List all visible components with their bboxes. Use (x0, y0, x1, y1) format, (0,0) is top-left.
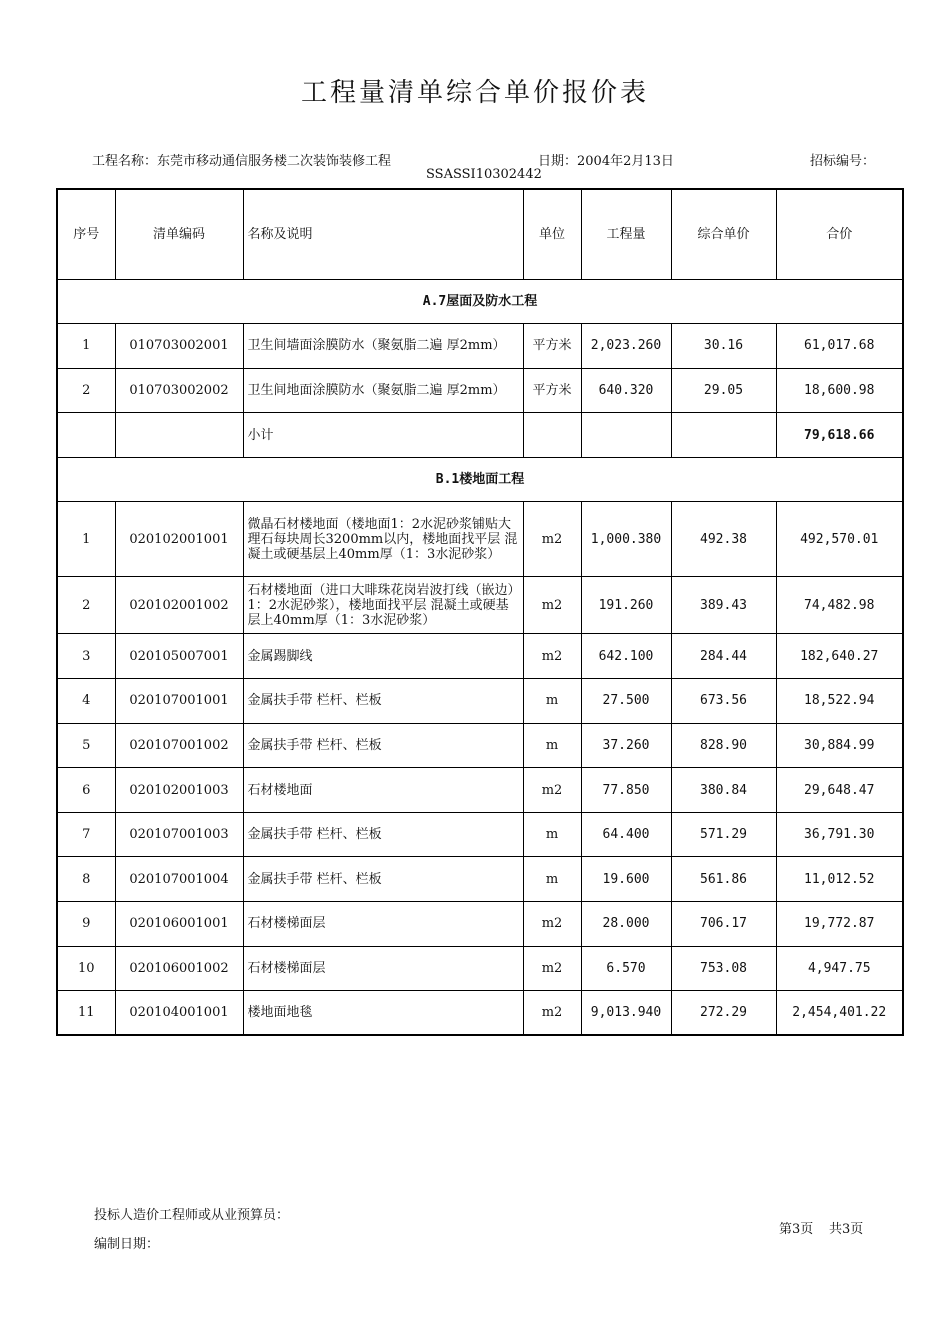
item-quantity: 27.500 (581, 679, 671, 724)
column-header: 单位 (523, 189, 581, 279)
item-unit: m2 (523, 502, 581, 577)
page-number: 第3页 (779, 1222, 814, 1237)
project-name: 工程名称：东莞市移动通信服务楼二次装饰装修工程 (92, 154, 392, 169)
item-code: 020106001001 (115, 902, 243, 947)
subtotal-label: 小计 (243, 413, 523, 458)
empty-cell (581, 413, 671, 458)
compile-date-label: 编制日期： (94, 1237, 160, 1252)
table-row (57, 991, 903, 1036)
row-number: 3 (57, 634, 115, 679)
item-unit: 平方米 (523, 368, 581, 413)
row-number: 7 (57, 812, 115, 857)
item-unit-price: 492.38 (671, 502, 776, 577)
item-quantity: 6.570 (581, 946, 671, 991)
quotation-table (56, 188, 904, 1036)
item-name: 石材楼地面（进口大啡珠花岗岩波打线（嵌边）1：2水泥砂浆），楼地面找平层 混凝土或硬基层上40mm厚（1：3水泥砂浆） (243, 577, 523, 634)
table-row (57, 634, 903, 679)
item-quantity: 77.850 (581, 768, 671, 813)
item-code: 020107001003 (115, 812, 243, 857)
item-name: 金属扶手带 栏杆、栏板 (243, 857, 523, 902)
item-unit: m2 (523, 577, 581, 634)
section-header-row (57, 279, 903, 324)
row-number: 6 (57, 768, 115, 813)
empty-cell (115, 413, 243, 458)
item-quantity: 37.260 (581, 723, 671, 768)
item-unit-price: 30.16 (671, 324, 776, 369)
row-number: 1 (57, 502, 115, 577)
item-code: 020104001001 (115, 991, 243, 1036)
item-name: 微晶石材楼地面（楼地面1：2水泥砂浆铺贴大理石每块周长3200mm以内，楼地面找平层 混凝土或硬基层上40mm厚（1：3水泥砂浆） (243, 502, 523, 577)
item-total: 18,600.98 (776, 368, 903, 413)
column-header: 序号 (57, 189, 115, 279)
table-row (57, 857, 903, 902)
item-code: 020102001001 (115, 502, 243, 577)
item-unit-price: 389.43 (671, 577, 776, 634)
empty-cell (671, 413, 776, 458)
table-row (57, 679, 903, 724)
item-unit-price: 380.84 (671, 768, 776, 813)
row-number: 8 (57, 857, 115, 902)
item-quantity: 2,023.260 (581, 324, 671, 369)
item-total: 18,522.94 (776, 679, 903, 724)
item-quantity: 640.320 (581, 368, 671, 413)
bid-number: SSASSI10302442 (426, 167, 542, 182)
column-header: 综合单价 (671, 189, 776, 279)
item-unit-price: 272.29 (671, 991, 776, 1036)
item-unit-price: 828.90 (671, 723, 776, 768)
table-row (57, 946, 903, 991)
row-number: 9 (57, 902, 115, 947)
item-total: 74,482.98 (776, 577, 903, 634)
item-total: 61,017.68 (776, 324, 903, 369)
item-code: 020107001001 (115, 679, 243, 724)
table-row (57, 577, 903, 634)
subtotal-value: 79,618.66 (776, 413, 903, 458)
item-total: 36,791.30 (776, 812, 903, 857)
item-total: 19,772.87 (776, 902, 903, 947)
page-title: 工程量清单综合单价报价表 (300, 78, 649, 108)
row-number: 5 (57, 723, 115, 768)
item-name: 卫生间地面涂膜防水（聚氨脂二遍 厚2mm） (243, 368, 523, 413)
item-total: 2,454,401.22 (776, 991, 903, 1036)
total-pages: 共3页 (829, 1222, 864, 1237)
table-row (57, 723, 903, 768)
item-name: 金属踢脚线 (243, 634, 523, 679)
item-code: 020107001004 (115, 857, 243, 902)
item-unit: m (523, 857, 581, 902)
section-header-row (57, 457, 903, 502)
section-title: B.1楼地面工程 (57, 457, 903, 502)
item-name: 金属扶手带 栏杆、栏板 (243, 679, 523, 724)
item-code: 010703002002 (115, 368, 243, 413)
table-row (57, 502, 903, 577)
item-total: 182,640.27 (776, 634, 903, 679)
section-title: A.7屋面及防水工程 (57, 279, 903, 324)
item-total: 4,947.75 (776, 946, 903, 991)
item-unit: m2 (523, 991, 581, 1036)
item-unit-price: 753.08 (671, 946, 776, 991)
item-total: 11,012.52 (776, 857, 903, 902)
table-row (57, 902, 903, 947)
item-unit-price: 29.05 (671, 368, 776, 413)
item-unit-price: 673.56 (671, 679, 776, 724)
row-number: 1 (57, 324, 115, 369)
item-unit-price: 561.86 (671, 857, 776, 902)
row-number: 4 (57, 679, 115, 724)
item-unit: m (523, 723, 581, 768)
item-quantity: 9,013.940 (581, 991, 671, 1036)
item-quantity: 28.000 (581, 902, 671, 947)
item-total: 29,648.47 (776, 768, 903, 813)
bid-number-label: 招标编号： (810, 154, 876, 169)
item-total: 492,570.01 (776, 502, 903, 577)
item-code: 020107001002 (115, 723, 243, 768)
item-unit-price: 284.44 (671, 634, 776, 679)
row-number: 2 (57, 368, 115, 413)
item-quantity: 642.100 (581, 634, 671, 679)
item-quantity: 191.260 (581, 577, 671, 634)
item-unit-price: 571.29 (671, 812, 776, 857)
empty-cell (57, 413, 115, 458)
report-date: 日期：2004年2月13日 (538, 154, 674, 169)
item-unit: m (523, 812, 581, 857)
column-header: 名称及说明 (243, 189, 523, 279)
column-header: 清单编码 (115, 189, 243, 279)
item-name: 石材楼地面 (243, 768, 523, 813)
item-unit: 平方米 (523, 324, 581, 369)
item-unit: m2 (523, 768, 581, 813)
table-header-row (57, 189, 903, 279)
item-name: 石材楼梯面层 (243, 902, 523, 947)
row-number: 10 (57, 946, 115, 991)
empty-cell (523, 413, 581, 458)
item-unit-price: 706.17 (671, 902, 776, 947)
column-header: 合价 (776, 189, 903, 279)
item-name: 金属扶手带 栏杆、栏板 (243, 812, 523, 857)
item-quantity: 19.600 (581, 857, 671, 902)
subtotal-row (57, 413, 903, 458)
item-code: 020102001003 (115, 768, 243, 813)
column-header: 工程量 (581, 189, 671, 279)
item-code: 020102001002 (115, 577, 243, 634)
table-row (57, 368, 903, 413)
item-code: 020105007001 (115, 634, 243, 679)
item-name: 石材楼梯面层 (243, 946, 523, 991)
item-unit: m2 (523, 902, 581, 947)
item-total: 30,884.99 (776, 723, 903, 768)
item-quantity: 64.400 (581, 812, 671, 857)
row-number: 2 (57, 577, 115, 634)
item-name: 卫生间墙面涂膜防水（聚氨脂二遍 厚2mm） (243, 324, 523, 369)
table-row (57, 768, 903, 813)
item-unit: m (523, 679, 581, 724)
item-code: 010703002001 (115, 324, 243, 369)
item-unit: m2 (523, 946, 581, 991)
item-quantity: 1,000.380 (581, 502, 671, 577)
item-name: 金属扶手带 栏杆、栏板 (243, 723, 523, 768)
table-row (57, 324, 903, 369)
bidder-signature-label: 投标人造价工程师或从业预算员： (94, 1208, 290, 1223)
row-number: 11 (57, 991, 115, 1036)
table-row (57, 812, 903, 857)
item-code: 020106001002 (115, 946, 243, 991)
item-name: 楼地面地毯 (243, 991, 523, 1036)
item-unit: m2 (523, 634, 581, 679)
